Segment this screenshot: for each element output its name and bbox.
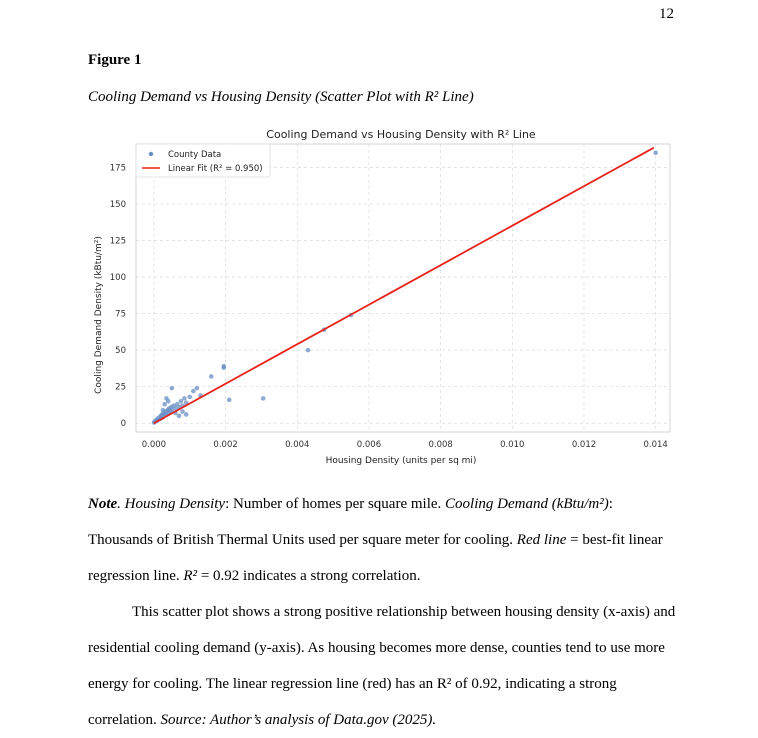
chart-legend bbox=[136, 144, 270, 177]
chart-title: Cooling Demand vs Housing Density with R² Line bbox=[266, 128, 536, 141]
x-tick-label: 0.002 bbox=[213, 440, 238, 450]
data-point bbox=[161, 408, 166, 413]
regression-line bbox=[154, 148, 654, 424]
data-point bbox=[227, 398, 232, 403]
data-point bbox=[180, 409, 185, 414]
y-axis-label: Cooling Demand Density (kBtu/m²) bbox=[94, 236, 104, 394]
note-housing-def: : Number of homes per square mile. bbox=[225, 496, 446, 512]
note-housing-term: Housing Density bbox=[124, 496, 226, 512]
scatter-chart bbox=[88, 122, 678, 467]
y-tick-label: 0 bbox=[120, 419, 126, 430]
y-tick-label: 25 bbox=[115, 382, 126, 393]
note-lead: Note bbox=[88, 496, 118, 512]
x-tick-label: 0.010 bbox=[500, 440, 525, 450]
data-point bbox=[182, 396, 187, 401]
data-point bbox=[191, 389, 196, 394]
note-cooling-term: Cooling Demand (kBtu/m²) bbox=[445, 496, 609, 512]
data-point bbox=[177, 414, 182, 419]
note-cooling-def: : Thousands of British Thermal Units used per square meter for cooling. bbox=[88, 496, 613, 548]
data-point bbox=[222, 365, 227, 370]
x-tick-label: 0.000 bbox=[141, 440, 167, 450]
figure-note-block bbox=[88, 486, 678, 738]
legend-label-linear-fit: Linear Fit (R² = 0.950) bbox=[168, 164, 263, 174]
legend-label-county-data: County Data bbox=[168, 150, 222, 160]
figure-caption: Cooling Demand vs Housing Density (Scatter Plot with R² Line) bbox=[88, 89, 474, 105]
y-tick-label: 150 bbox=[109, 199, 126, 210]
body-text: This scatter plot shows a strong positive relationship between housing density (x-axis) and residential cooling demand (y-axis). As housing becomes more dense, counties tend to use more energy for cooling. The linear regression line (red) has an R² of 0.92, indicating a strong correlation. bbox=[88, 604, 676, 728]
legend-marker-county-data bbox=[149, 152, 153, 156]
x-tick-label: 0.008 bbox=[428, 440, 453, 450]
x-tick-label: 0.004 bbox=[285, 440, 310, 450]
data-point bbox=[261, 396, 266, 401]
body-paragraph bbox=[88, 594, 678, 738]
y-tick-label: 50 bbox=[115, 346, 126, 357]
y-tick-label: 75 bbox=[115, 309, 126, 320]
page-number: 12 bbox=[659, 6, 674, 22]
figure-label: Figure 1 bbox=[88, 52, 142, 68]
data-point bbox=[162, 402, 167, 407]
note-redline-def: = best-fit linear regression line. bbox=[88, 532, 663, 584]
note-r2-def: = 0.92 indicates a strong correlation. bbox=[197, 568, 421, 584]
y-tick-label: 100 bbox=[109, 273, 126, 284]
x-tick-label: 0.012 bbox=[571, 440, 597, 450]
x-tick-label: 0.006 bbox=[356, 440, 382, 450]
data-point bbox=[306, 348, 311, 353]
figure-note: Note. Housing Density: Number of homes per square mile. Cooling Demand (kBtu/m²): Thousands of British Thermal Units used per square meter for cooling. Red line = best-fit linear regression line. R² = 0.92 indicates a strong correlation. bbox=[88, 496, 663, 584]
data-point bbox=[209, 374, 214, 379]
y-tick-label: 175 bbox=[109, 163, 126, 174]
x-axis-label: Housing Density (units per sq mi) bbox=[325, 456, 477, 466]
data-point bbox=[184, 412, 189, 417]
x-tick-label: 0.014 bbox=[643, 440, 668, 450]
data-point bbox=[653, 150, 658, 155]
data-point bbox=[164, 396, 169, 401]
chart-svg bbox=[88, 122, 678, 467]
data-point bbox=[187, 395, 192, 400]
body-source: Source: Author’s analysis of Data.gov (2025). bbox=[160, 712, 437, 728]
data-point bbox=[178, 399, 183, 404]
note-redline-term: Red line bbox=[516, 532, 567, 548]
note-r2-term: R² bbox=[183, 568, 198, 584]
y-tick-label: 125 bbox=[109, 236, 126, 247]
data-point bbox=[195, 386, 200, 391]
data-point bbox=[170, 386, 175, 391]
